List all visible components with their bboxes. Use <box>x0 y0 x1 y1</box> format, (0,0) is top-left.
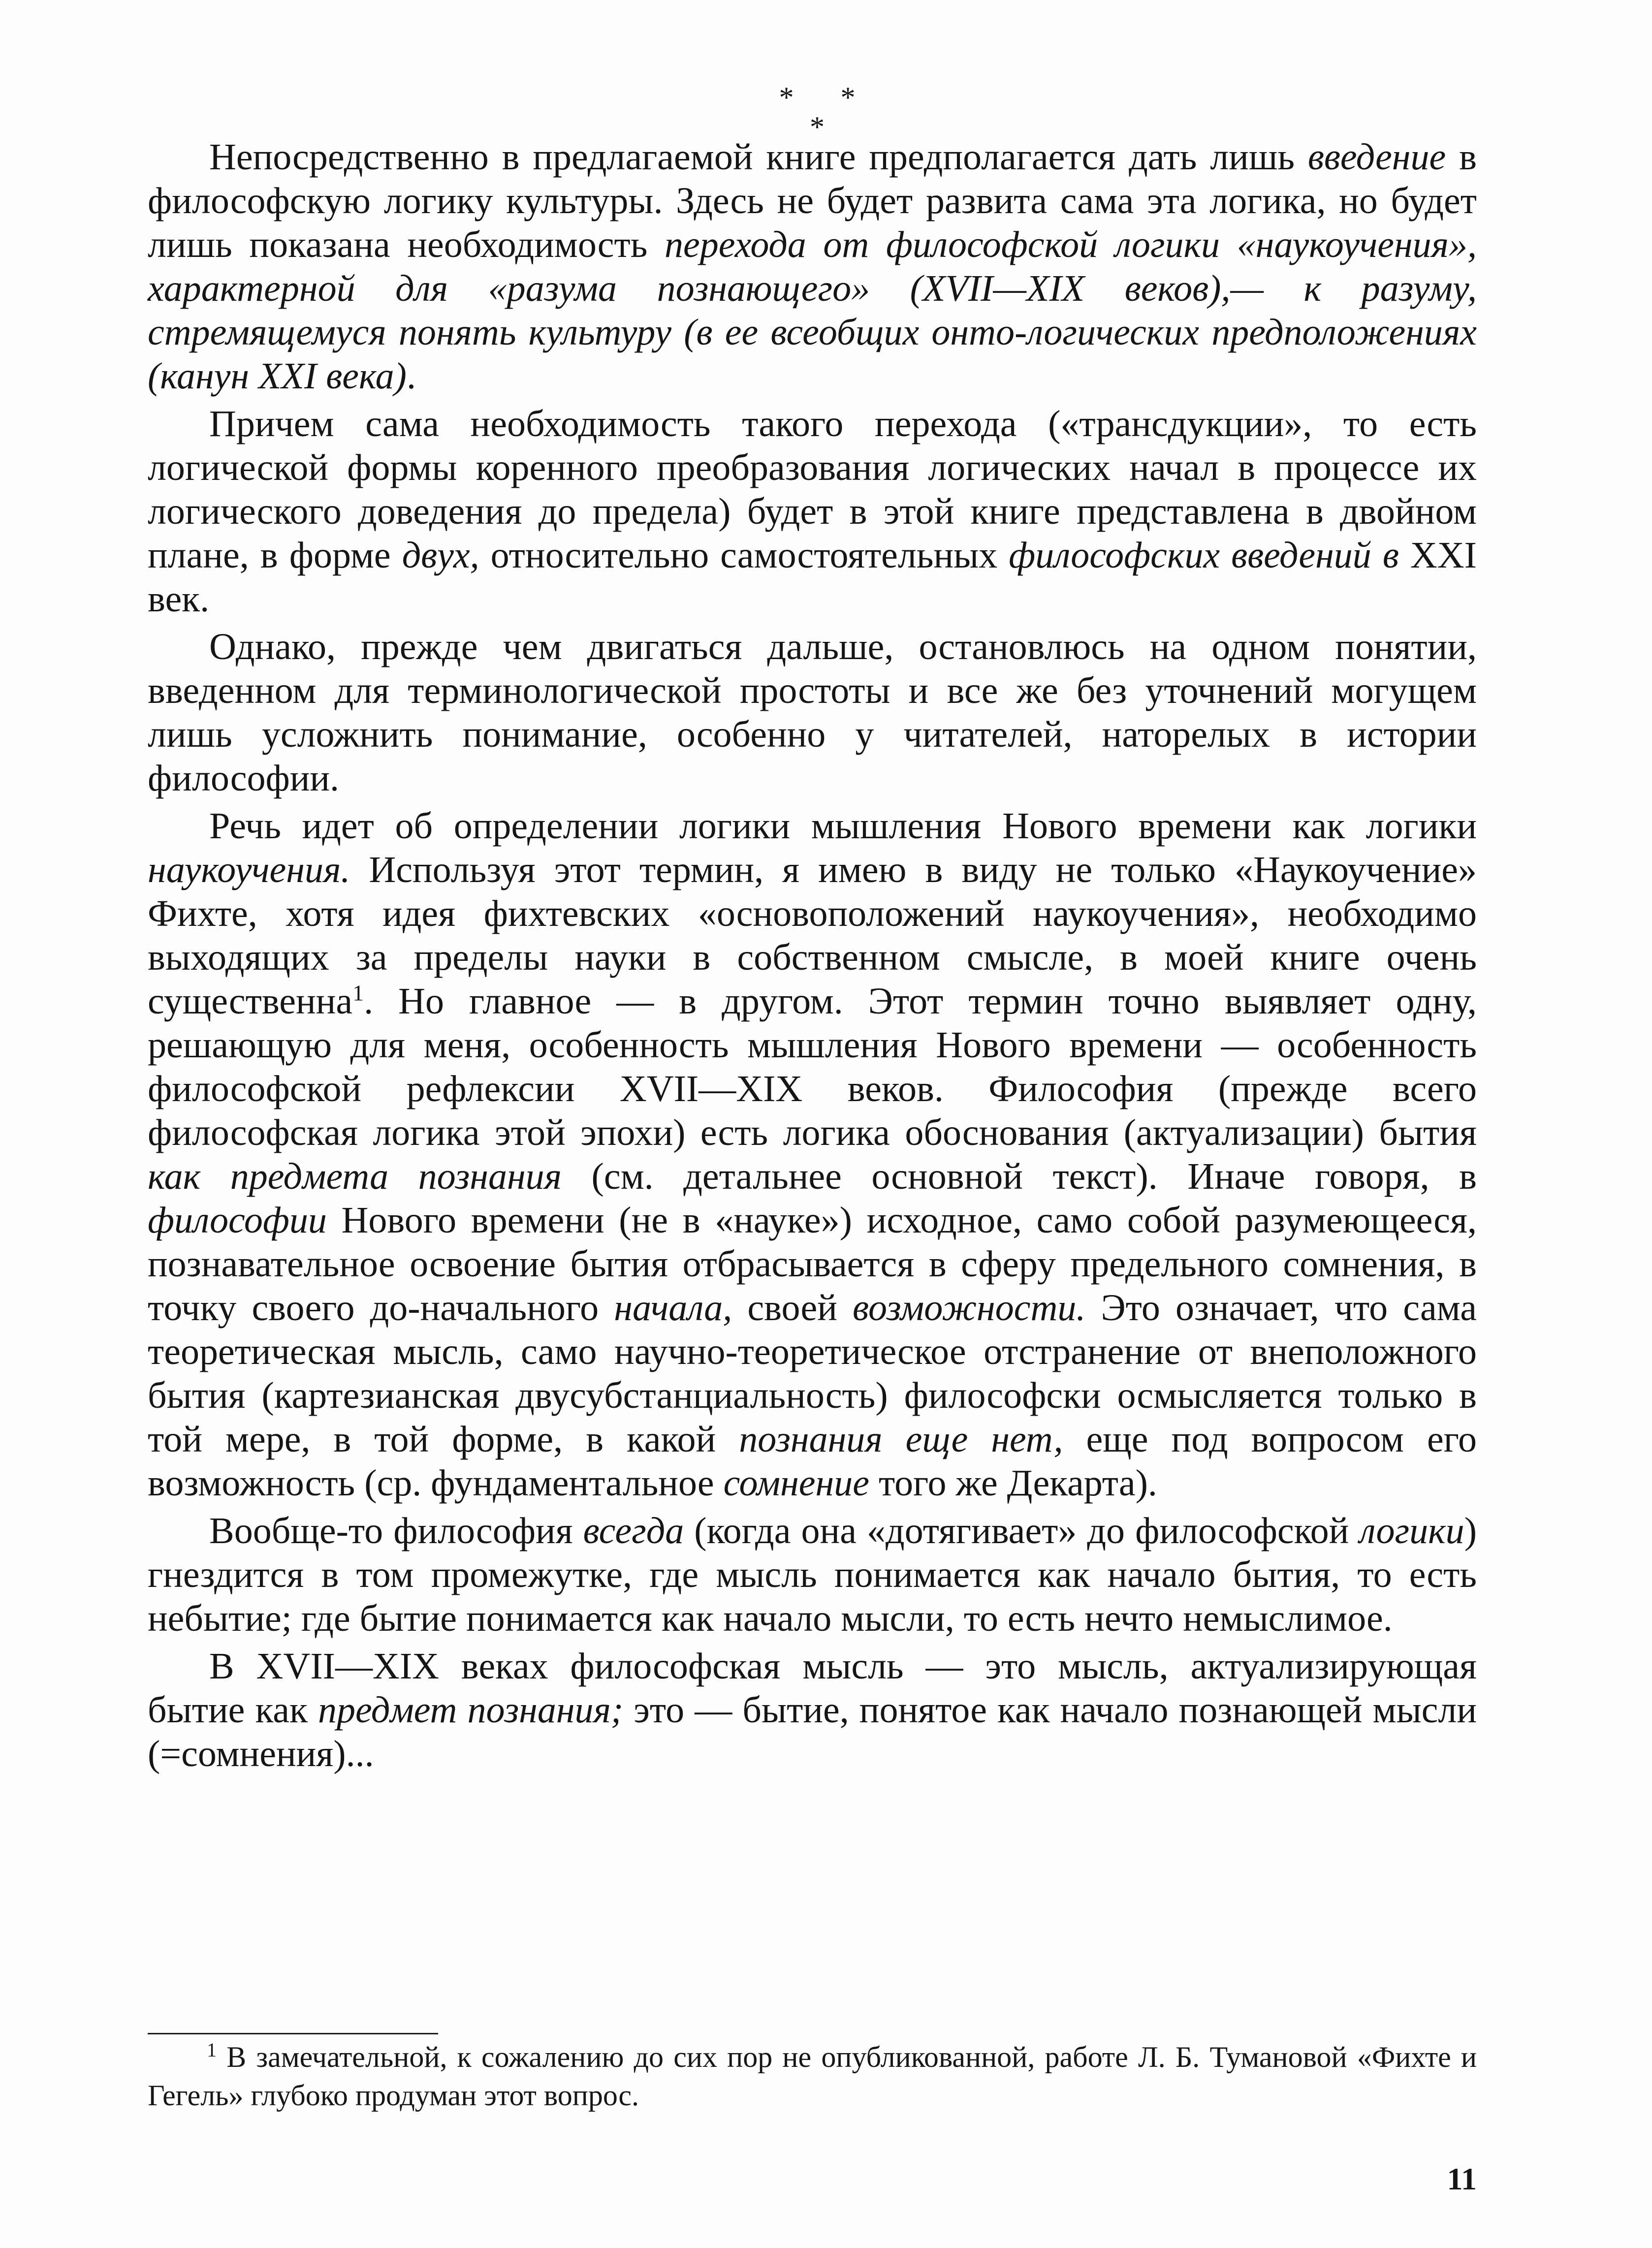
text-run: Причем сама необходимость такого перехода («трансдукции», то есть логической формы коренного преобразования логических начал в процессе их логического доведения до предела) будет в этой книге представлена в двойном плане, в форме <box>148 403 1477 576</box>
italic-run: логики <box>1359 1510 1464 1551</box>
italic-run: наукоучения. <box>148 849 350 890</box>
italic-run: как предмета познания <box>148 1156 562 1197</box>
text-run: (см. детальнее основной текст). Иначе говоря, в <box>562 1156 1477 1197</box>
footnote-text: В замечательной, к сожалению до сих пор не опубликованной, работе Л. Б. Тумановой «Фихте и Гегель» глубоко продуман этот вопрос. <box>148 2041 1477 2112</box>
paragraph-6 <box>148 1645 1477 1776</box>
text-run: . <box>406 355 416 397</box>
text-run: это — бытие, понятое как начало познающей мысли (=сомнения)... <box>148 1689 1477 1774</box>
text-run: Речь идет об определении логики мышления Нового времени как логики <box>209 805 1477 847</box>
text-run: . Но главное — в другом. Этот термин точно выявляет одну, решающую для меня, особенность мышления Нового времени — особенность философской рефлексии XVII—XIX веков. Философия (прежде всего философская логика этой эпохи) есть логика обоснования (актуализации) бытия <box>148 981 1477 1153</box>
text-run: XXI век. <box>148 535 1477 620</box>
text-run: Однако, прежде чем двигаться дальше, остановлюсь на одном понятии, введенном для терминологической простоты и все же без уточнений могущем лишь усложнить понимание, особенно у читателей, наторелых в истории философии. <box>148 626 1477 799</box>
text-run: еще под вопросом его возможность (ср. фундаментальное <box>148 1419 1477 1504</box>
text-run: ) гнездится в том промежутке, где мысль понимается как начало бытия, то есть небытие; где бытие понимается как начало мысли, то есть нечто немыслимое. <box>148 1510 1477 1639</box>
text-run: своей <box>732 1287 853 1329</box>
text-run: в философскую логику культуры. Здесь не будет развита сама эта логика, но будет лишь показана необходимость <box>148 136 1477 265</box>
italic-run: возможности. <box>853 1287 1086 1329</box>
text-run: относительно самостоятельных <box>479 535 1009 576</box>
italic-run: введение <box>1307 136 1446 178</box>
paragraph-5 <box>148 1509 1477 1641</box>
text-run: Это означает, что сама теоретическая мысль, само научно-теоретическое отстранение от внеположного бытия (картезианская двусубстанциальность) философски осмысляется только в той мере, в той форме, в какой <box>148 1287 1477 1460</box>
paragraph-2 <box>148 402 1477 621</box>
italic-run: двух, <box>402 535 479 576</box>
text-run: того же Декарта). <box>869 1462 1157 1504</box>
italic-run: начала, <box>614 1287 732 1329</box>
italic-run: философии <box>148 1200 327 1241</box>
section-separator: * * * <box>779 81 875 143</box>
italic-run: сомнение <box>723 1462 869 1504</box>
text-run: Используя этот термин, я имею в виду не только «Наукоучение» Фихте, хотя идея фихтевских «основоположений наукоучения», необходимо выходящих за пределы науки в собственном смысле, в моей книге очень существенна <box>148 849 1477 1022</box>
paragraph-4 <box>148 804 1477 1505</box>
text-run: Вообще-то философия <box>209 1510 583 1551</box>
page-number: 11 <box>1447 2161 1477 2196</box>
italic-run: предмет познания; <box>318 1689 624 1731</box>
footnote-reference[interactable]: 1 <box>352 980 364 1006</box>
text-run: (когда она «дотягивает» до философской <box>684 1510 1360 1551</box>
text-run: Непосредственно в предлагаемой книге предполагается дать лишь <box>209 136 1308 178</box>
italic-run: философских введений в <box>1009 535 1399 576</box>
main-text <box>148 135 1477 1780</box>
footnote <box>148 2038 1477 2115</box>
paragraph-3 <box>148 625 1477 800</box>
text-run: В XVII—XIX веках философская мысль — это мысль, актуализирующая бытие как <box>148 1646 1477 1731</box>
italic-run: познания еще нет, <box>739 1419 1063 1460</box>
footnote-divider <box>148 2033 438 2034</box>
footnote-number: 1 <box>207 2039 217 2061</box>
italic-run: всегда <box>583 1510 684 1551</box>
text-run: Нового времени (не в «науке») исходное, само собой разумеющееся, познавательное освоение бытия отбрасывается в сферу предельного сомнения, в точку своего до-начального <box>148 1200 1477 1329</box>
paragraph-1 <box>148 135 1477 398</box>
italic-run: перехода от философской логики «наукоучения», характерной для «разума познающего» (XVII—XIX веков),— к разуму, стремящемуся понять культуру (в ее всеобщих онто-логических предположениях (канун XXI века) <box>148 224 1477 397</box>
